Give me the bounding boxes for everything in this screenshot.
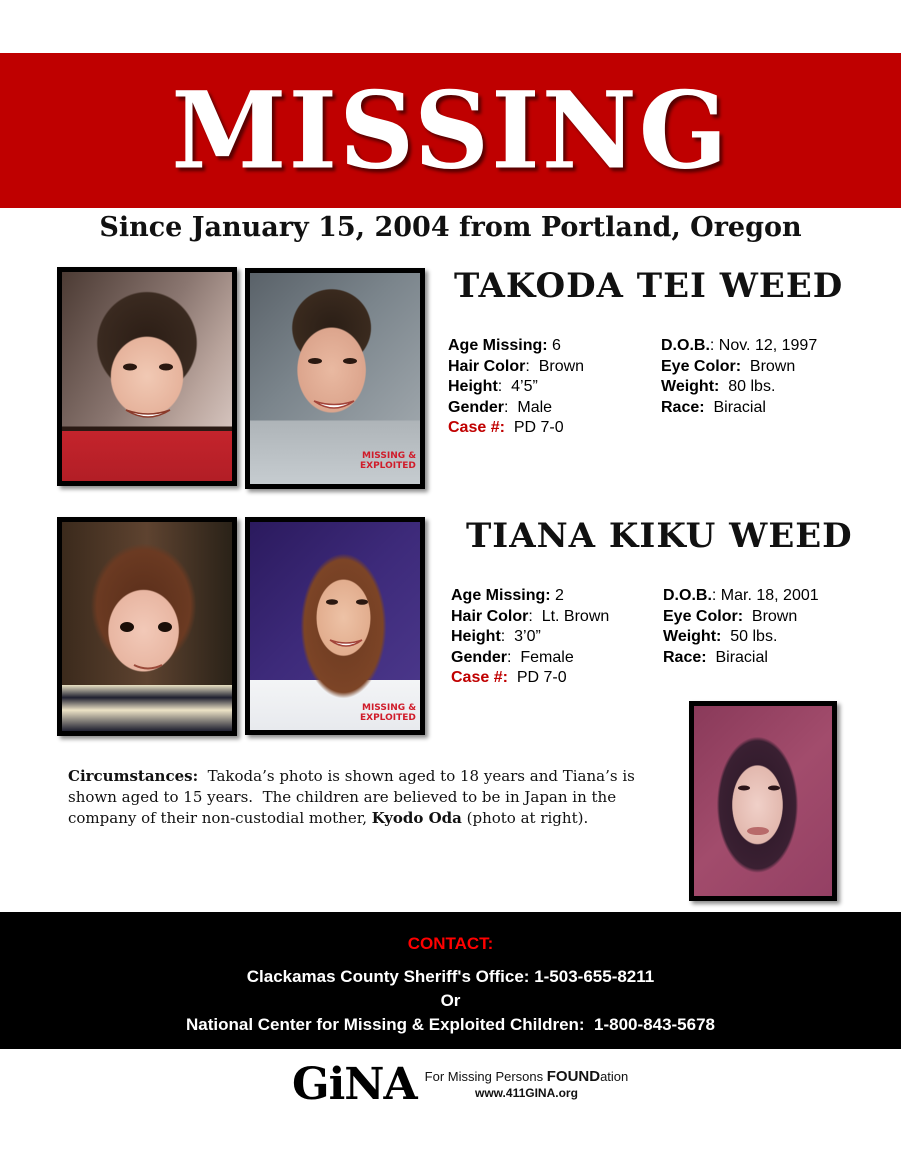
facts-takoda-right	[661, 336, 817, 418]
facts-takoda-left	[448, 336, 584, 439]
fact-eye-color: Eye Color: Brown	[661, 357, 796, 375]
photo-tiana-age-progressed	[245, 517, 425, 735]
fact-dob: D.O.B.: Nov. 12, 1997	[661, 337, 818, 354]
fact-dob: D.O.B.: Mar. 18, 2001	[663, 587, 819, 604]
fact-weight: Weight: 50 lbs.	[663, 628, 778, 645]
fact-hair-color: Hair Color: Lt. Brown	[451, 607, 610, 625]
photo-tiana-child	[57, 517, 237, 736]
svg-text:MISSING &: MISSING &	[362, 451, 417, 461]
circumstances-text: Circumstances: Takoda’s photo is shown aged to 18 years and Tiana’s is shown aged to 15 years. The children are believed to be in Japan in the company of their non-custodial mother, Kyodo Oda (photo at right).	[68, 767, 640, 827]
svg-text:EXPLOITED: EXPLOITED	[360, 461, 416, 471]
fact-age-missing: Age Missing: 2	[451, 587, 564, 604]
fact-hair-color: Hair Color: Brown	[448, 357, 585, 375]
fact-weight: Weight: 80 lbs.	[661, 378, 776, 395]
kyodo-oda-image	[694, 706, 832, 896]
fact-race: Race: Biracial	[663, 648, 768, 666]
gina-logo-mark: GiNA	[292, 1059, 417, 1110]
fact-gender: Gender: Female	[451, 648, 574, 666]
contact-label: CONTACT:	[407, 934, 494, 953]
fact-gender: Gender: Male	[448, 398, 553, 416]
photo-takoda-child	[57, 267, 237, 486]
missing-banner	[0, 53, 901, 208]
takoda-age-progressed-image	[250, 273, 420, 484]
photo-takoda-age-progressed	[245, 268, 425, 489]
svg-text:EXPLOITED: EXPLOITED	[360, 713, 416, 723]
mother-name: Kyodo Oda	[371, 809, 462, 827]
fact-race: Race: Biracial	[661, 398, 766, 416]
tiana-age-progressed-image	[250, 522, 420, 730]
svg-text:MISSING &: MISSING &	[362, 703, 417, 713]
gina-tagline: For Missing Persons FOUNDation www.411GINA.org	[424, 1068, 629, 1100]
contact-ncmec-phone: National Center for Missing & Exploited Children: 1-800-843-5678	[185, 1015, 716, 1034]
contact-bar	[0, 912, 901, 1049]
fact-case-number: Case #: PD 7-0	[448, 419, 564, 436]
gina-foundation-logo	[292, 1059, 629, 1110]
photo-kyodo-oda	[689, 701, 837, 901]
person-name-takoda: TAKODA TEI WEED	[454, 266, 844, 306]
fact-age-missing: Age Missing: 6	[448, 337, 561, 354]
facts-tiana-right	[663, 586, 819, 668]
fact-case-number: Case #: PD 7-0	[451, 669, 567, 686]
fact-height: Height: 4’5”	[448, 378, 538, 395]
tiana-child-image	[62, 522, 232, 731]
facts-tiana-left	[451, 586, 609, 689]
banner-title: MISSING	[171, 67, 730, 194]
circumstances-label: Circumstances:	[68, 767, 199, 785]
fact-height: Height: 3’0”	[451, 628, 541, 645]
takoda-child-image	[62, 272, 232, 481]
contact-sheriff-phone: Clackamas County Sheriff's Office: 1-503-655-8211	[246, 967, 655, 986]
person-name-tiana: TIANA KIKU WEED	[466, 516, 853, 556]
contact-or: Or	[440, 991, 461, 1010]
fact-eye-color: Eye Color: Brown	[663, 607, 798, 625]
missing-since-subtitle: Since January 15, 2004 from Portland, Oregon	[99, 212, 802, 243]
gina-url: www.411GINA.org	[475, 1086, 578, 1100]
